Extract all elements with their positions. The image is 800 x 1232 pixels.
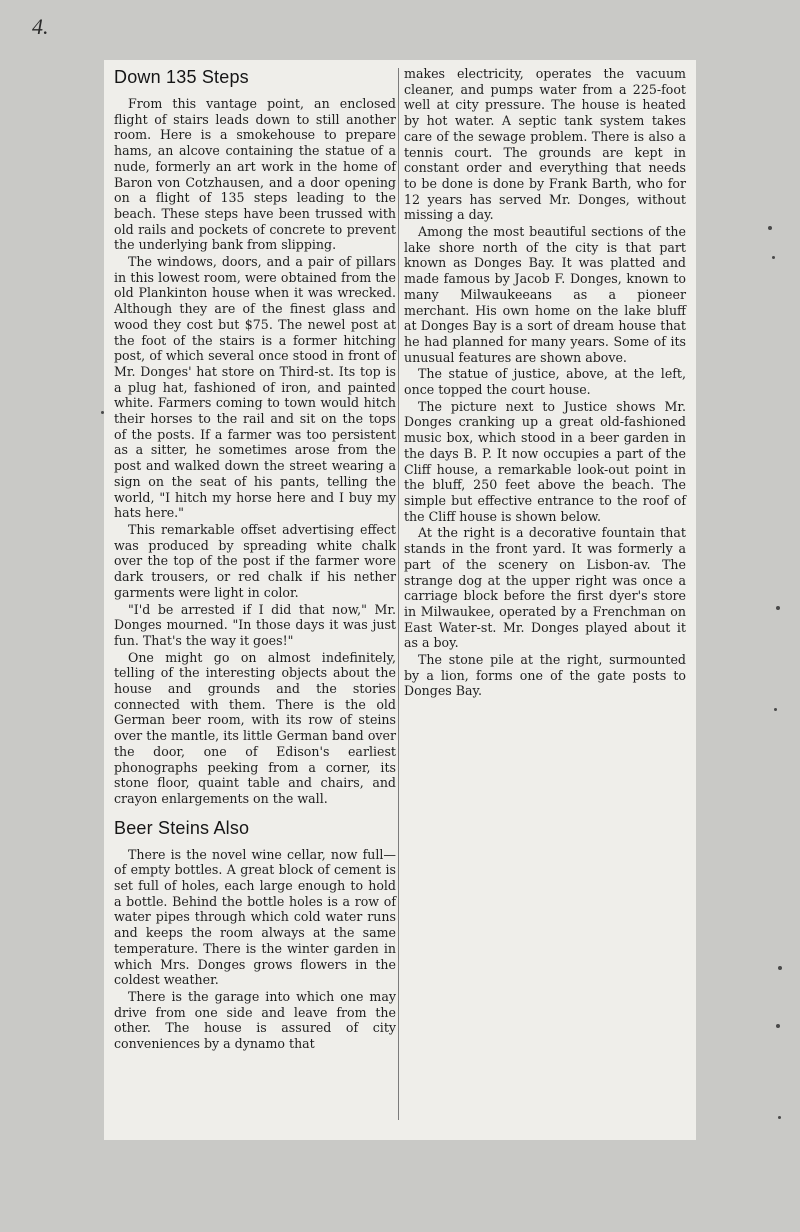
paragraph: There is the garage into which one may drive from one side and leave from the other. The house is assured of city conveniences by a dynamo that: [114, 988, 396, 1052]
paragraph: The windows, doors, and a pair of pillars in this lowest room, were obtained from the old Plankinton house when it was wrecked. Although they are of the finest glass and wood they cost but $75. The newel post at the foot of the stairs is a former hitching post, of which several once stood in front of Mr. Donges' hat store on Third-st. Its top is a plug hat, fashioned of iron, and painted white. Farmers coming to town would hitch their horses to the rail and sit on the tops of the posts. If a farmer was too persistent as a sitter, he sometimes arose from the post and walked down the street wearing a sign on the seat of his pants, telling the world, "I hitch my horse here and I buy my hats here.": [114, 254, 396, 521]
scan-speck: [101, 411, 104, 414]
heading-beer-steins-also: Beer Steins Also: [114, 817, 250, 838]
scan-speck: [778, 1116, 781, 1119]
paragraph: Among the most beautiful sections of the lake shore north of the city is that part known as Donges Bay. It was platted and made famous by Jacob F. Donges, known to many Milwaukeeans as a pioneer merchant. His own home on the lake bluff at Donges Bay is a sort of dream house that he had planned for many years. Some of its unusual features are shown above.: [404, 224, 686, 365]
page-number: 4.: [32, 14, 49, 39]
paragraph: One might go on almost indefinitely, telling of the interesting objects about the house and grounds and the stories connected with them. There is the old German beer room, with its row of steins over the mantle, its little German band over the door, one of Edison's earliest phonographs peeking from a corner, its stone floor, quaint table and chairs, and crayon enlargements on the wall.: [114, 649, 396, 806]
scan-speck: [768, 226, 772, 230]
scan-speck: [776, 606, 780, 610]
scan-speck: [776, 1024, 780, 1028]
paragraph: "I'd be arrested if I did that now," Mr. Donges mourned. "In those days it was just fun. That's the way it goes!": [114, 601, 396, 648]
paragraph: There is the novel wine cellar, now full—of empty bottles. A great block of cement is set full of holes, each large enough to hold a bottle. Behind the bottle holes is a row of water pipes through which cold water runs and keeps the room always at the same temperature. There is the winter garden in which Mrs. Donges grows flowers in the coldest weather.: [114, 846, 396, 988]
paragraph: This remarkable offset advertising effect was produced by spreading white chalk over the top of the post if the farmer wore dark trousers, or red chalk if his nether garments were light in color.: [114, 521, 396, 600]
left-column: [114, 66, 396, 1053]
paragraph: The picture next to Justice shows Mr. Donges cranking up a great old-fashioned music box, which stood in a beer garden in the days B. P. It now occupies a part of the Cliff house, a remarkable look-out point in the bluff, 250 feet above the beach. The simple but effective entrance to the roof of the Cliff house is shown below.: [404, 398, 686, 524]
paragraph: From this vantage point, an enclosed flight of stairs leads down to still another room. Here is a smokehouse to prepare hams, an alcove containing the statue of a nude, formerly an art work in the home of Baron von Cotzhausen, and a door opening on a flight of 135 steps leading to the beach. These steps have been trussed with old rails and pockets of concrete to prevent the underlying bank from slipping.: [114, 96, 396, 253]
scan-speck: [774, 708, 777, 711]
scan-speck: [778, 966, 782, 970]
column-divider: [398, 68, 399, 1120]
paragraph: At the right is a decorative fountain that stands in the front yard. It was formerly a part of the scenery on Lisbon-av. The strange dog at the upper right was once a carriage block before the first dyer's store in Milwaukee, operated by a Frenchman on East Water-st. Mr. Donges played about it as a boy.: [404, 525, 686, 651]
right-column: [404, 66, 686, 700]
paragraph: The stone pile at the right, surmounted by a lion, forms one of the gate posts to Donges Bay.: [404, 652, 686, 699]
paragraph: The statue of justice, above, at the left, once topped the court house.: [404, 366, 686, 398]
paragraph: makes electricity, operates the vacuum cleaner, and pumps water from a 225-foot well at city pressure. The house is heated by hot water. A septic tank system takes care of the sewage problem. There is also a tennis court. The grounds are kept in constant order and everything that needs to be done is done by Frank Barth, who for 12 years has served Mr. Donges, without missing a day.: [404, 66, 686, 223]
scan-speck: [772, 256, 775, 259]
heading-down-135-steps: Down 135 Steps: [114, 67, 249, 87]
newspaper-clipping: [104, 60, 696, 1140]
